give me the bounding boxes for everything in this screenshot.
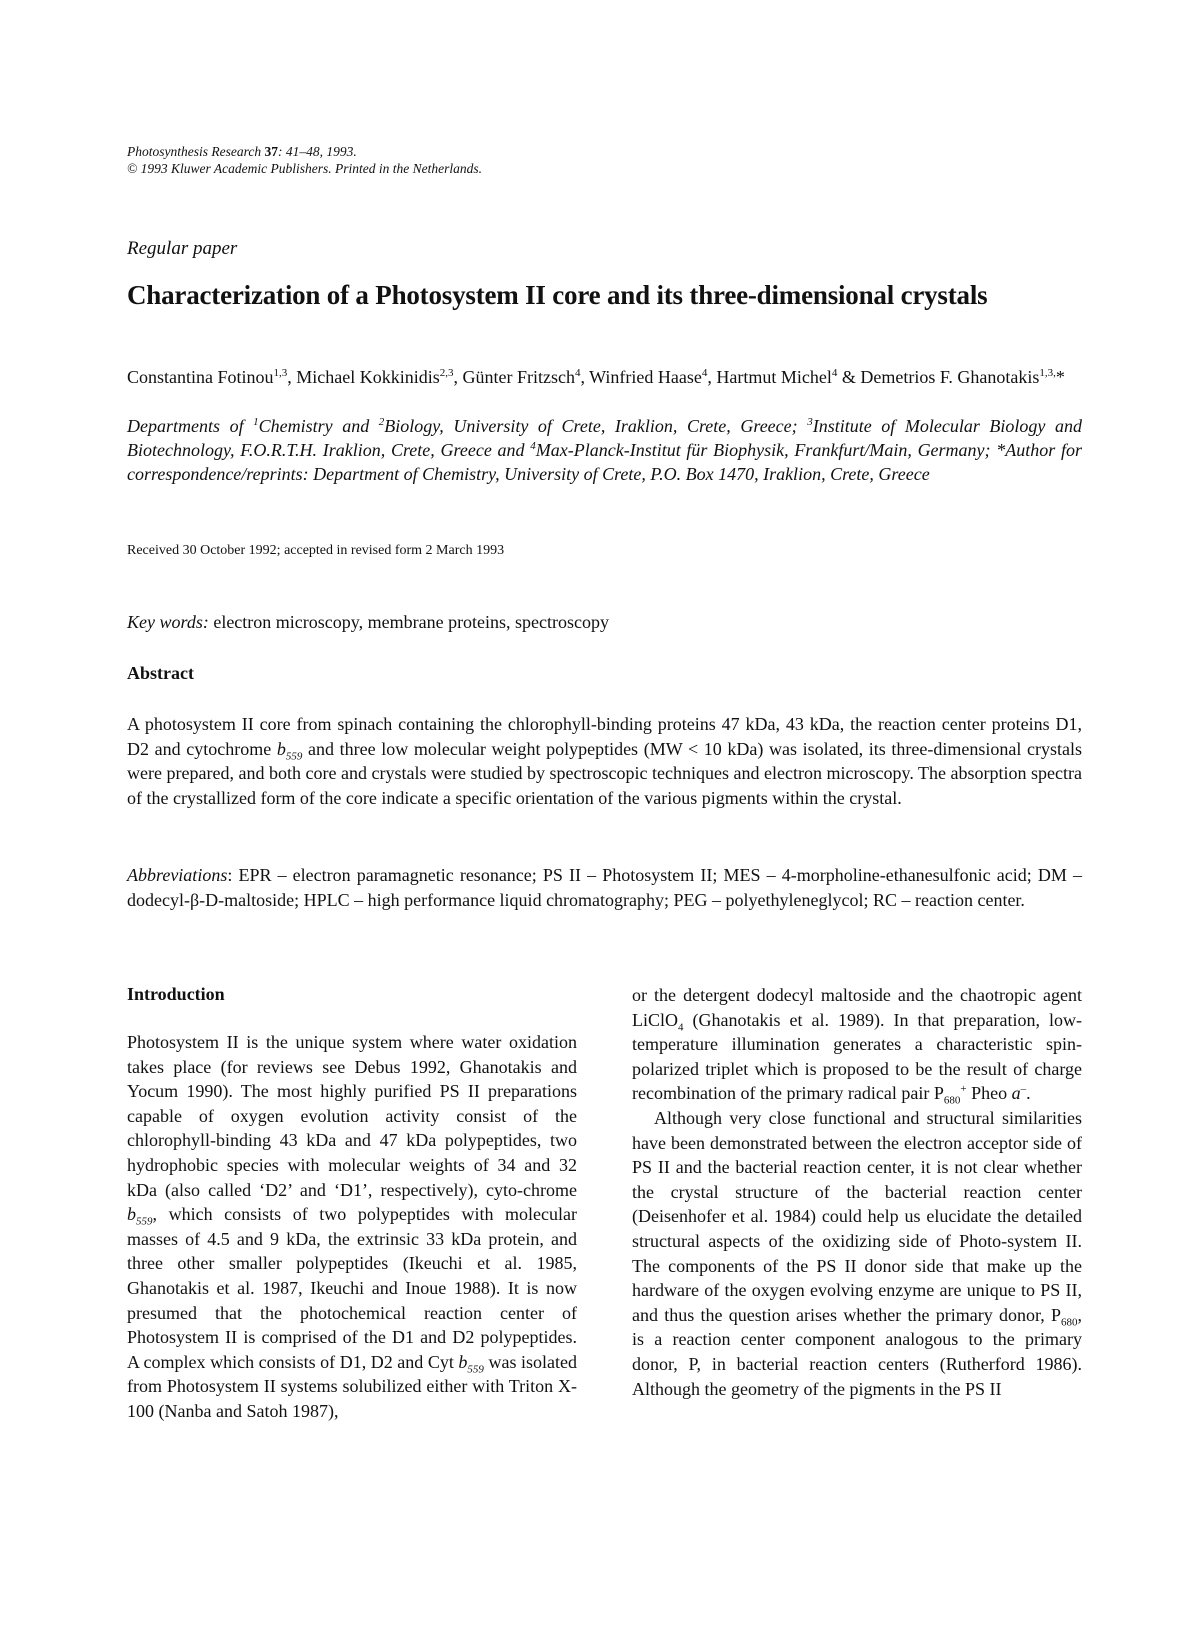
abbreviations-label: Abbreviations — [127, 865, 228, 885]
keywords-text: electron microscopy, membrane proteins, spectroscopy — [208, 612, 610, 632]
paper-title: Characterization of a Photosystem II core and its three-dimensional crystals — [127, 280, 988, 310]
intro-paragraph-2: Although very close functional and structural similarities have been demonstrated between the electron acceptor side of PS II and the bacterial reaction center, it is not clear whether the crystal structure of the bacterial reaction center (Deisenhofer et al. 1984) could help us elucidate the detailed structural aspects of the oxidizing side of Photo-system II. The components of the PS II donor side that make up the hardware of the oxygen evolving enzyme are unique to PS II, and thus the question arises whether the primary donor, $P_{680}$, is a reaction center component analogous to the primary donor, P, in bacterial reaction centers (Rutherford 1986). Although the geometry of the pigments in the PS II — [632, 1107, 1082, 1399]
received-dates: Received 30 October 1992; accepted in revised form 2 March 1993 — [127, 543, 505, 558]
journal-citation — [127, 143, 482, 177]
keywords-label: Key words: — [127, 612, 209, 632]
introduction-left-column — [127, 1030, 577, 1424]
abbreviations-text: : EPR – electron paramagnetic resonance; PS II – Photosystem II; MES – 4-morpholine-ethanesulfonic acid; DM – dodecyl-β-D-maltoside; HPLC – high performance liquid chromatography; PEG – polyethyleneglycol; RC – reaction center. — [127, 865, 1082, 910]
keywords — [127, 612, 609, 633]
abstract-body: A photosystem II core from spinach containing the chlorophyll-binding proteins 47 kDa, 43 kDa, the reaction center proteins D1, D2 and cytochrome $b_{559}$ and three low molecular weight polypeptides (MW < 10 kDa) was isolated, its three-dimensional crystals were prepared, and both core and crystals were studied by spectroscopic techniques and electron microscopy. The absorption spectra of the crystallized form of the core indicate a specific orientation of the various pigments within the crystal. — [127, 714, 1082, 808]
intro-paragraph-1-cont: or the detergent dodecyl maltoside and the chaotropic agent LiClO$_4$ (Ghanotakis et al. 1989). In that preparation, low-temperature illumination generates a characteristic spin-polarized triplet which is proposed to be the result of charge recombination of the primary radical pair $P_{680}^+$ Pheo a–. — [632, 985, 1082, 1107]
author-list: Constantina Fotinou$^{1,3}$, Michael Kokkinidis$^{2,3}$, Günter Fritzsch$^4$, Winfried Haase$^4$, Hartmut Michel$^4$ & Demetrios F. Ghanotakis$^{1,3,}$* — [127, 367, 1065, 387]
intro-paragraph-1: Photosystem II is the unique system where water oxidation takes place (for reviews see Debus 1992, Ghanotakis and Yocum 1990). The most highly purified PS II preparations capable of oxygen evolution activity consist of the chlorophyll-binding 43 kDa and 47 kDa polypeptides, two hydrophobic species with molecular weights of 34 and 32 kDa (also called ‘D2’ and ‘D1’, respectively), cyto-chrome $b_{559}$, which consists of two polypeptides with molecular masses of 4.5 and 9 kDa, the extrinsic 33 kDa protein, and three other smaller polypeptides (Ikeuchi et al. 1985, Ghanotakis et al. 1987, Ikeuchi and Inoue 1988). It is now presumed that the photochemical reaction center of Photosystem II is comprised of the D1 and D2 polypeptides. A complex which consists of D1, D2 and Cyt $b_{559}$ was isolated from Photosystem II systems solubilized either with Triton X-100 (Nanba and Satoh 1987), — [127, 1032, 577, 1421]
abstract-heading: Abstract — [127, 663, 194, 683]
journal-line-2: © 1993 Kluwer Academic Publishers. Printed in the Netherlands. — [127, 161, 482, 176]
abbreviations — [127, 863, 1082, 912]
paper-type: Regular paper — [127, 238, 238, 259]
journal-line-1: Photosynthesis Research 37: 41–48, 1993. — [127, 144, 357, 159]
introduction-right-column — [632, 983, 1082, 1401]
affiliations: Departments of $^1$Chemistry and $^2$Biology, University of Crete, Iraklion, Crete, Greece; $^3$Institute of Molecular Biology and Biotechnology, F.O.R.T.H. Iraklion, Crete, Greece and $^4$Max-Planck-Institut für Biophysik, Frankfurt/Main, Germany; *Author for correspondence/reprints: Department of Chemistry, University of Crete, P.O. Box 1470, Iraklion, Crete, Greece — [127, 416, 1082, 484]
introduction-heading: Introduction — [127, 984, 225, 1004]
